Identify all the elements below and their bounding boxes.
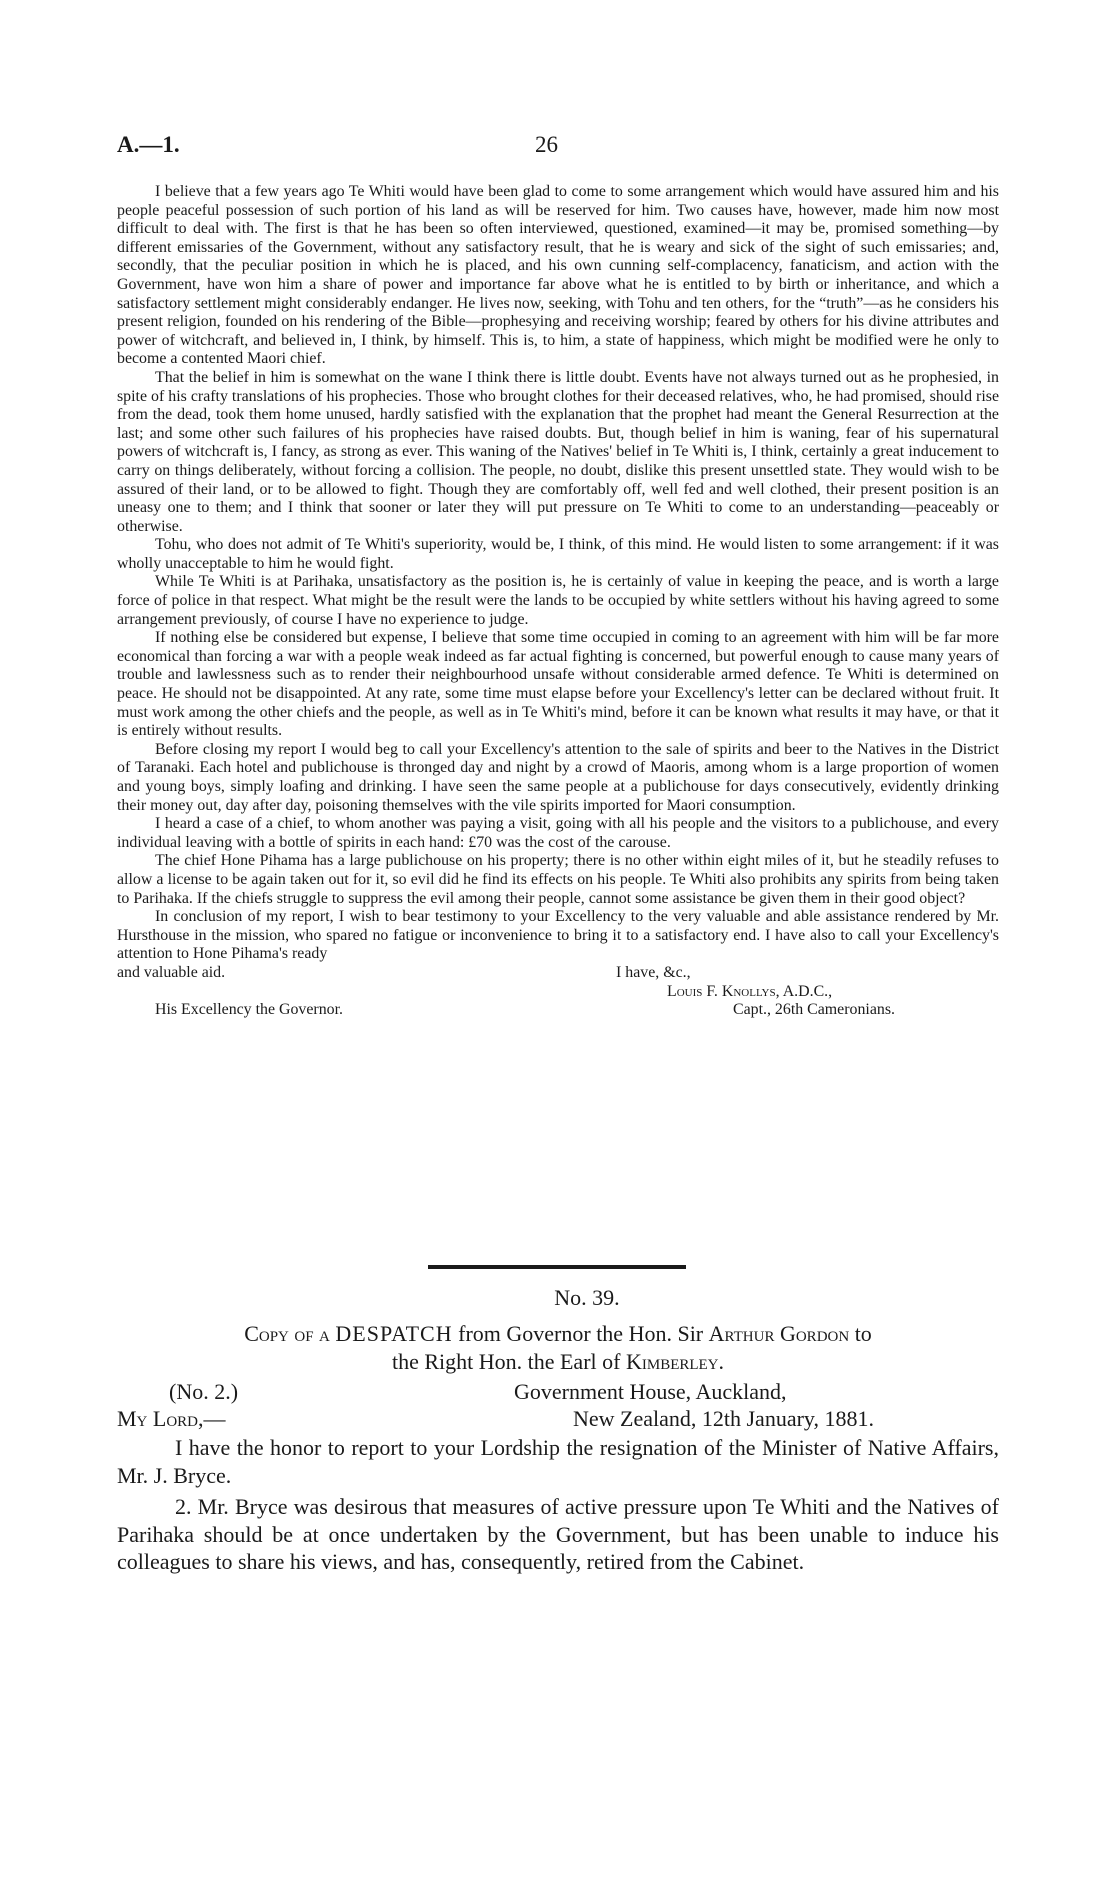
report-paragraph: While Te Whiti is at Parihaka, unsatisfactory as the position is, he is certainly of value in keeping the peace, and is worth a large force of police in that respect. What might be the result were the lands to be occupied by white settlers without his having agreed to some arrangement previously, of course I have no experience to judge. (117, 573, 999, 628)
report-paragraph: I heard a case of a chief, to whom another was paying a visit, going with all his people and the visitors to a publichouse, and every individual leaving with a bottle of spirits in each hand: £70 was the cost of the carouse. (117, 815, 999, 851)
report-body (117, 183, 999, 1020)
series-label: A.—1. (117, 132, 180, 157)
salutation: My Lord,— (117, 1406, 226, 1431)
addressee: His Excellency the Governor. (155, 1001, 343, 1019)
report-paragraph: Tohu, who does not admit of Te Whiti's superiority, would be, I think, of this mind. He would listen to some arrangement: if it was wholly unacceptable to him he would fight. (117, 536, 999, 572)
report-paragraph: In conclusion of my report, I wish to bear testimony to your Excellency to the very valuable and able assistance rendered by Mr. Hursthouse in the mission, who spared no fatigue or inconvenience to bring it to a satisfactory end. I have also to call your Excellency's attention to Hone Pihama's ready (117, 908, 999, 963)
closing-line: and valuable aid. (117, 963, 226, 981)
despatch-section (117, 1284, 999, 1576)
page-header (117, 132, 997, 166)
signature-name: Louis F. Knollys, A.D.C., (667, 982, 833, 1000)
title-part: the Right Hon. the Earl of (391, 1349, 626, 1374)
title-part: DESPATCH (335, 1321, 453, 1346)
section-divider (428, 1265, 686, 1269)
signature-block (117, 964, 999, 1020)
despatch-title (117, 1320, 999, 1376)
despatch-number: No. 39. (554, 1285, 620, 1310)
report-paragraph: That the belief in him is somewhat on the wane I think there is little doubt. Events have not always turned out as he prophesied, in spite of his crafty translations of his prophecies. Those who brought clothes for their deceased relatives, who, he had promised, should rise from the dead, took them home unused, hardly satisfied with the explanation that the prophet had meant the General Resurrection at the last; and some other such failures of his prophecies have raised doubts. But, though belief in him is waning, fear of his supernatural powers of witchcraft is, I fancy, as strong as ever. This waning of the Natives' belief in Te Whiti is, I think, certainly a great inducement to carry on things deliberately, without forcing a collision. The people, no doubt, dislike this present unsettled state. They would wish to be assured of their land, or to be allowed to fight. Though they are comfortably off, well fed and well clothed, their present position is an uneasy one to them; and I think that sooner or later they will put pressure on Te Whiti to come to an understanding—peaceably or otherwise. (117, 368, 999, 535)
despatch-date: New Zealand, 12th January, 1881. (573, 1406, 874, 1431)
despatch-paragraph: 2. Mr. Bryce was desirous that measures of active pressure upon Te Whiti and the Natives of Parihaka should be at once undertaken by the Government, but has been unable to induce his colleagues to share his views, and has, consequently, retired from the Cabinet. (117, 1494, 999, 1574)
title-part: from Governor the Hon. Sir (452, 1321, 709, 1346)
title-part: Arthur Gordon (708, 1321, 850, 1346)
despatch-address (117, 1378, 999, 1434)
valediction: I have, &c., (616, 963, 691, 981)
despatch-place: Government House, Auckland, (514, 1379, 787, 1404)
despatch-ref: (No. 2.) (169, 1379, 239, 1404)
title-part: Kimberley. (625, 1349, 725, 1374)
signature-rank: Capt., 26th Cameronians. (733, 1001, 895, 1019)
despatch-paragraph: I have the honor to report to your Lordship the resignation of the Minister of Native Affairs, Mr. J. Bryce. (117, 1435, 999, 1488)
report-paragraph: If nothing else be considered but expense, I believe that some time occupied in coming to an agreement with him will be far more economical than forcing a war with a people weak indeed as far actual fighting is concerned, but powerful enough to cause many years of trouble and lawlessness such as to render their neighbourhood unsafe without considerable armed defence. Te Whiti is determined on peace. He should not be disappointed. At any rate, some time must elapse before your Excellency's letter can be declared without fruit. It must work among the other chiefs and the people, as well as in Te Whiti's mind, before it can be known what results it may have, or that it is entirely without results. (117, 629, 999, 740)
title-part: Copy of a (244, 1321, 336, 1346)
report-paragraph: I believe that a few years ago Te Whiti would have been glad to come to some arrangement which would have assured him and his people peaceful possession of such portion of his land as will be reserved for him. Two causes have, however, made him now most difficult to deal with. The first is that he has been so often interviewed, questioned, examined—it may be, promised something—by different emissaries of the Government, without any satisfactory result, that he is weary and sick of the sight of such emissaries; and, secondly, that the peculiar position in which he is placed, and his own cunning self-complacency, fanaticism, and action with the Government, have won him a share of power and importance far above what he is entitled to by birth or inheritance, and which a satisfactory settlement might considerably endanger. He lives now, seeking, with Tohu and ten others, for the “truth”—as he considers his present religion, founded on his rendering of the Bible—prophesying and receiving worship; feared by others for his divine attributes and power of witchcraft, and believed in, I think, by himself. This is, to him, a state of happiness, which might be modified were he only to become a contented Maori chief. (117, 183, 999, 368)
page-number: 26 (535, 132, 558, 157)
report-paragraph: Before closing my report I would beg to call your Excellency's attention to the sale of spirits and beer to the Natives in the District of Taranaki. Each hotel and publichouse is thronged day and night by a crowd of Maoris, among whom is a large proportion of women and young boys, simply loafing and drinking. I have seen the same people at a publichouse for days consecutively, evidently drinking their money out, day after day, poisoning themselves with the vile spirits imported for Maori consumption. (117, 740, 999, 814)
title-part: to (849, 1321, 872, 1346)
report-paragraph: The chief Hone Pihama has a large publichouse on his property; there is no other within eight miles of it, but he steadily refuses to allow a license to be again taken out for it, so evil did he find its effects on his people. Te Whiti also prohibits any spirits from being taken to Parihaka. If the chiefs struggle to suppress the evil among their people, cannot some assistance be given them in their good object? (117, 852, 999, 907)
